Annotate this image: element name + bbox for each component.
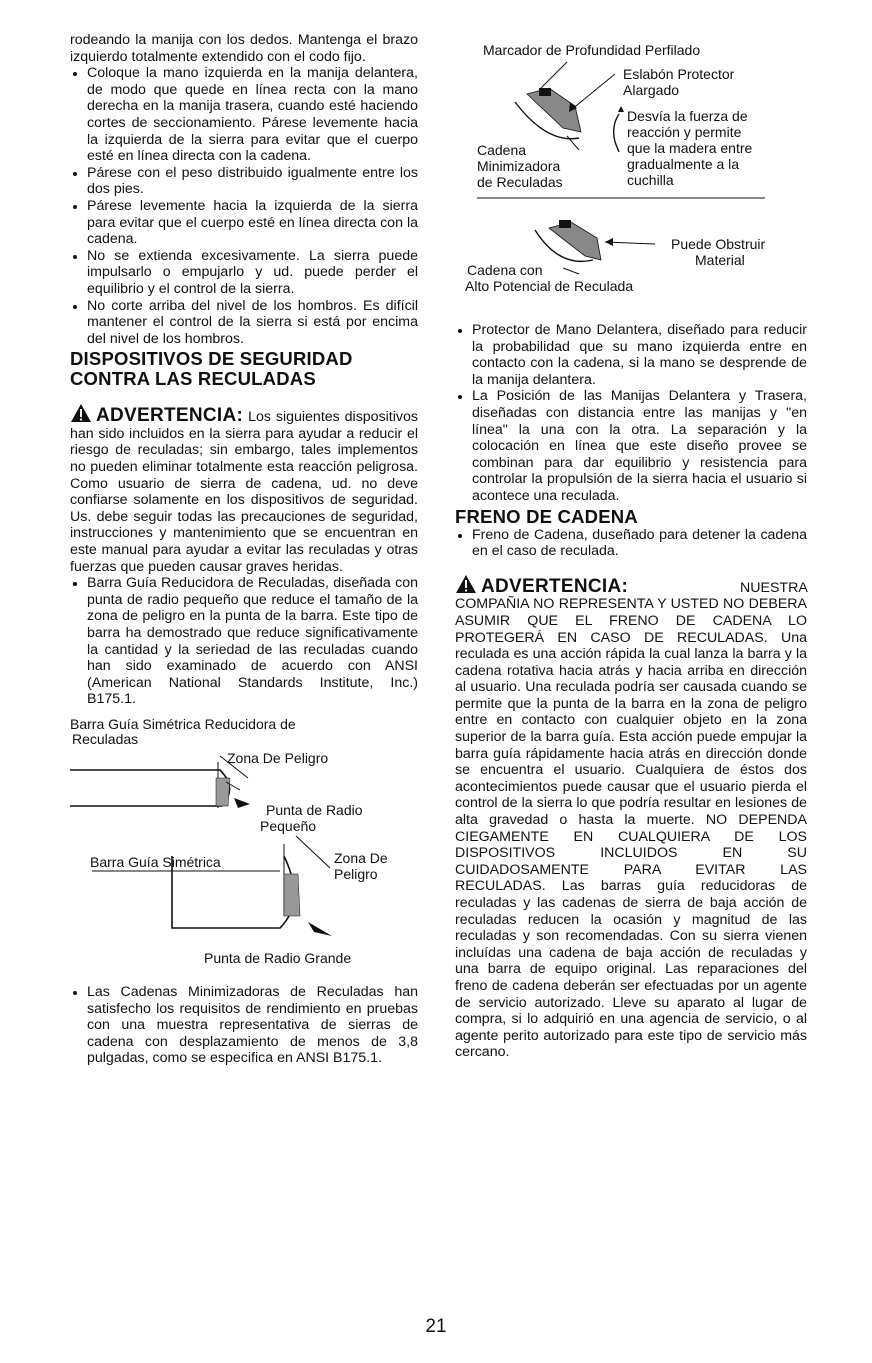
material-label: Material <box>695 252 745 268</box>
warning-label-2: ADVERTENCIA: <box>481 575 629 597</box>
guide-bar-drawing <box>70 716 418 984</box>
brake-bullet-list <box>455 527 807 560</box>
warning-triangle-icon <box>70 403 92 423</box>
marcador-label: Marcador de Profundidad Perfilado <box>483 42 701 58</box>
list-item: • Párese con el peso distribuido igualmente entre los dos pies. <box>87 165 418 198</box>
posture-bullet-list <box>70 65 418 347</box>
eslabon-label-2: Alargado <box>623 82 680 98</box>
section-heading-kickback-devices: DISPOSITIVOS DE SEGURIDAD CONTRA LAS RECULADAS <box>70 348 353 390</box>
list-item: • No se extienda excesivamente. La sierra puede impulsarlo o empujarlo y ud. puede perder el equilibrio y el control de la sierra. <box>87 248 418 298</box>
warning-text: Los siguientes dispositivos han sido incluidos en la sierra para ayudar a reducir el riesgo de reculadas; sin embargo, tales implementos no pueden eliminar totalmente esta reacción peligrosa. Como usuario de sierra de cadena, ud. no deve confiarse solamente en los dispositivos de seguridad. Us. debe seguir todas las precauciones de seguridad, instrucciones y mantenimiento que se encuentran en este manual para ayudar a evitar las reculadas y otras fuerzas que pueden causar graves heridas. <box>70 409 418 575</box>
puede-obstruir-label: Puede Obstruir <box>671 236 766 252</box>
warning-paragraph <box>70 403 418 575</box>
eslabon-label-1: Eslabón Protector <box>623 66 735 82</box>
de-reculadas-label: de Reculadas <box>477 174 563 190</box>
device-bullet-list <box>455 322 807 505</box>
chain-bullet-list <box>70 984 418 1067</box>
warning-text-2: COMPAÑIA NO REPRESENTA Y USTED NO DEBERA ASUMIR QUE EL FRENO DE CADENA LO PROTEGERÁ EN CASO DE RECULADAS. Una reculada es una acción rápida la cual lanza la barra y la cadena rotativa hacia atrás y hacia arriba en dirección al usuario. Una reculada podría ser causada cuando se permite que la punta de la barra en la zona de peligro entre en contacto con cualquier objeto en la zona superior de la barra guía. Esta acción puede empujar la barra guía rápidamente hacia atrás en dirección donde se encuentra el usuario. Cualquiera de éstos dos acontecimientos puede causar que el usuario pierda el control de la sierra lo que podría resultar en lesiones de alta gravedad o hasta la muerte. NO DEPENDA CIEGAMENTE EN CUALQUIERA DE LOS DISPOSITIVOS INCLUIDOS EN SU CUIDADOSAMENTE PARA EVITAR LAS RECULADAS. Las barras guía reducidoras de reculadas y las cadenas de sierra de baja acción de reculadas reducen la ocasión y magnitud de las reculadas y son recomendadas. Con su sierra vienen incluídas una cadena de baja acción de reculadas y una barra de equipo original. Las reparaciones del freno de cadena deberán ser efectuadas por un agente de servicio autorizado. Lleve su aparato al lugar de compra, si lo adquirió en una agencia de servicio, o al agente perito autorizado para este tipo de servicio más cercano. <box>455 596 807 1061</box>
bar-bullet-list <box>70 575 418 708</box>
list-item: • Freno de Cadena, duseñado para detener la cadena en el caso de reculada. <box>472 527 807 560</box>
desvia-line-5: cuchilla <box>627 172 674 188</box>
alto-potencial-label: Alto Potencial de Reculada <box>465 278 634 294</box>
intro-continuation: rodeando la manija con los dedos. Mantenga el brazo izquierdo totalmente extendido con el codo fijo. <box>70 32 418 65</box>
kickback-chain-diagram <box>455 202 807 302</box>
list-item: • Barra Guía Reducidora de Reculadas, diseñada con punta de radio pequeño que reduce el tamaño de la zona de peligro en la punta de la barra. Este tipo de barra ha demostrado que reduce significativamente la cantidad y la seriedad de las reculadas cuando han sido examinado de acuerdo con ANSI (American National Standards Institute, Inc.) B175.1. <box>87 575 418 708</box>
punta-radio-grande-label: Punta de Radio Grande <box>204 949 352 966</box>
warning-triangle-icon <box>455 574 477 594</box>
desvia-line-1: Desvía la fuerza de <box>627 108 748 124</box>
kickback-chain-drawing <box>455 202 807 302</box>
chain-diagram <box>455 32 807 202</box>
list-item: • Coloque la mano izquierda en la manija delantera, de modo que quede en línea recta con la mano derecha en la manija trasera, cuando esté haciendo cortes de seccionamiento. Párese levemente hacia la izquierda de la sierra para evitar que el cuerpo esté en línea directa con la cadena. <box>87 65 418 165</box>
zona-de-label: Zona De <box>334 849 388 866</box>
cadena-label: Cadena <box>477 142 527 158</box>
cadena-con-label: Cadena con <box>467 262 543 278</box>
section-heading-chain-brake: FRENO DE CADENA <box>455 505 638 527</box>
barra-simetrica-label: Barra Guía Simétrica <box>90 853 221 870</box>
zona-peligro-label-1: Zona De Peligro <box>227 749 329 766</box>
desvia-line-2: reacción y permite <box>627 124 742 140</box>
minimizadora-label: Minimizadora <box>477 158 561 174</box>
diagram-title-line2: Reculadas <box>72 730 139 747</box>
list-item: • La Posición de las Manijas Delantera y Trasera, diseñadas con distancia entre las manijas y "en línea" la una con la otra. La separación y la colocación en línea que este diseño provee se combinan para dar equilibrio y resistencia para controlar la propulsión de la sierra hacia el usuario si acontece una reculada. <box>472 388 807 504</box>
warning-paragraph-2 <box>455 574 807 1061</box>
desvia-line-4: gradualmente a la <box>627 156 740 172</box>
list-item: • No corte arriba del nivel de los hombros. Es difícil mantener el control de la sierra si está por encima del nivel de los hombros. <box>87 298 418 348</box>
desvia-line-3: que la madera entre <box>627 140 753 156</box>
diagram-title-line1: Barra Guía Simétrica Reducidora de <box>70 715 296 732</box>
punta-radio-pequeno-label-2: Pequeño <box>260 817 317 834</box>
list-item: • Las Cadenas Minimizadoras de Reculadas han satisfecho los requisitos de rendimiento en pruebas con una muestra representativa de sierras de cadena con desplazamiento de menos de 3,8 pulgadas, como se especifica en ANSI B175.1. <box>87 984 418 1067</box>
chain-drawing <box>455 32 807 202</box>
warning-label: ADVERTENCIA: <box>96 405 244 427</box>
left-column <box>70 32 418 1067</box>
peligro-label: Peligro <box>334 865 378 882</box>
warning-word: NUESTRA <box>739 579 807 596</box>
punta-radio-pequeno-label: Punta de Radio <box>266 801 363 818</box>
right-column <box>455 32 807 1061</box>
list-item: • Párese levemente hacia la izquierda de la sierra para evitar que el cuerpo esté en línea directa con la cadena. <box>87 198 418 248</box>
list-item: • Protector de Mano Delantera, diseñado para reducir la probabilidad que su mano izquierda entre en contacto con la cadena, si la mano se desprende de la manija delantera. <box>472 322 807 388</box>
guide-bar-diagram <box>70 716 418 984</box>
page-number: 21 <box>425 1316 447 1337</box>
